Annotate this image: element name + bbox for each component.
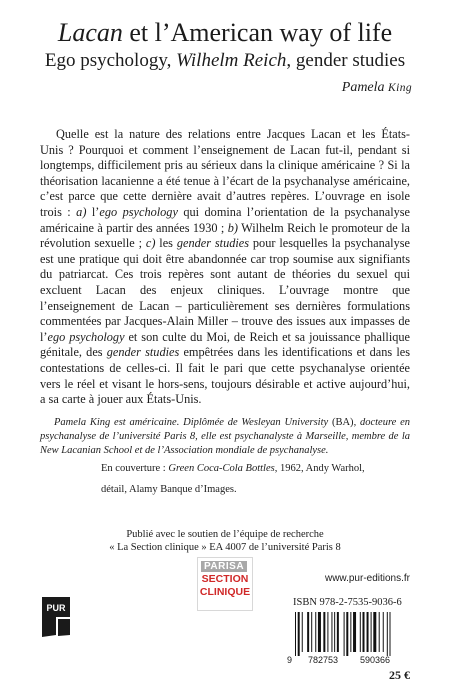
cover-work-title: Green Coca-Cola Bottles: [168, 463, 275, 474]
author-last-name: King: [388, 82, 412, 94]
barcode-bar: [387, 612, 388, 656]
logo-text: PARISA: [201, 561, 247, 572]
price: 25 €: [389, 668, 410, 682]
text-run-italic: gender studies: [176, 236, 250, 251]
bio-run-upright: (BA): [331, 417, 354, 428]
logo-text: CLINIQUE: [199, 586, 251, 598]
barcode-bar: [302, 612, 303, 652]
bio-run: Pamela King est américaine. Diplômée de Wesleyan University: [54, 417, 332, 428]
barcode-bar: [373, 612, 376, 652]
section-clinique-logo: [197, 557, 253, 611]
barcode-bar: [307, 612, 309, 652]
text-run-italic: a): [76, 204, 87, 219]
barcode-bar: [331, 612, 332, 652]
logo-text: SECTION: [201, 573, 249, 585]
cover-run: En couverture :: [101, 463, 169, 474]
barcode-bar: [318, 612, 321, 652]
text-run-italic: gender studies: [106, 345, 180, 360]
barcode-bar: [353, 612, 356, 652]
barcode-bar: [346, 612, 348, 656]
barcode-bar: [383, 612, 384, 652]
pur-logo-text: PUR: [46, 603, 66, 613]
publisher-website: www.pur-editions.fr: [324, 573, 410, 584]
text-run: Quelle est la nature des relations entre Jacques Lacan et les États-Unis ? Pourquoi et comment l’enseignement de Lacan fut-il, pendant si longtemps, difficilement pris au sérieux dans la clinique américaine ? Si la théorisation lacanienne a été tenue à l’écart de la psychanalyse américaine, c’est parce que cette dernière avait d’autres repères. L’ouvrage en isole trois :: [40, 127, 410, 219]
barcode-digits: 590366: [359, 655, 391, 664]
cover-run: détail, Alamy Banque d’Images.: [101, 484, 237, 495]
title-italic: Lacan: [57, 18, 123, 47]
bio-run: , docteure en psychanalyse de l’université Paris 8, elle est psychanalyste à Marseille, membre de la New Lacanian School et de l’Association mondiale de psychanalyse.: [40, 417, 410, 456]
barcode-bar: [315, 612, 316, 652]
summary-paragraph: [40, 127, 410, 408]
barcode-bar: [363, 612, 365, 652]
text-run: empêtrées dans les identifications et dans les contestations de celles-ci. Il fait le pari que cette psychanalyse orientée vers le réel et visant le hors-sens, toujours désirable et active aujourd’hui, a sa carte à jouer aux États-Unis.: [40, 345, 411, 407]
barcode-bar: [311, 612, 312, 652]
text-run-italic: ego psychology: [47, 329, 125, 344]
barcode-bar: [327, 612, 328, 652]
barcode-bar: [344, 612, 345, 656]
barcode-digits: 782753: [307, 655, 339, 664]
pur-logo: [40, 597, 70, 637]
author-first-name: Pamela: [341, 80, 389, 95]
subtitle-italic: Wilhelm Reich: [176, 50, 287, 71]
support-note: [0, 528, 450, 554]
barcode-bar: [334, 612, 335, 652]
barcode-bar: [337, 612, 339, 652]
subtitle-part: Ego psychology,: [44, 50, 177, 71]
support-line: Publié avec le soutien de l’équipe de recherche: [126, 529, 324, 540]
barcode-bar: [298, 612, 300, 656]
isbn: ISBN 978-2-7535-9036-6: [293, 597, 402, 608]
text-run-italic: ego psychology: [99, 204, 178, 219]
barcode-bar: [367, 612, 369, 652]
cover-run: , 1962, Andy Warhol,: [274, 463, 365, 474]
barcode-bar: [360, 612, 361, 652]
book-title: [0, 18, 450, 48]
text-run: et son culte du Moi, de Reich et sa jouissance phallique génitale, des: [40, 329, 410, 360]
text-run: pour lesquelles la psychanalyse est une pratique qui doit être abandonnée car trop soumise aux signifiants du patriarcat. Ces trois repères sont autant de théories du sexuel qui excluent Lacan des enjeux cliniques. L’ouvrage montre que l’enseignement de Lacan – particulièrement ses dernières formulations commentées par Jacques-Alain Miller – trouve des issues aux impasses de l’: [40, 236, 410, 344]
text-run-italic: b): [227, 220, 238, 235]
text-run: les: [155, 236, 177, 251]
support-line: « La Section clinique » EA 4007 de l’université Paris 8: [109, 542, 341, 553]
barcode: [285, 612, 411, 664]
author-name: [342, 80, 412, 96]
barcode-bar: [379, 612, 380, 652]
cover-credit: [101, 458, 421, 500]
author-bio: [40, 416, 410, 458]
barcode-bar: [350, 612, 351, 652]
title-rest: et l’American way of life: [122, 18, 393, 47]
text-run-italic: c): [145, 236, 156, 251]
barcode-bar: [371, 612, 372, 652]
subtitle-part: , gender studies: [286, 50, 406, 71]
text-run: l’: [86, 204, 100, 219]
text-run: Wilhelm Reich le promoteur de la révolution sexuelle ;: [40, 220, 410, 251]
text-run: qui domina l’orientation de la psychanalyse américaine à partir des années 1930 ;: [40, 204, 411, 235]
barcode-bar: [323, 612, 325, 652]
book-subtitle: [0, 49, 450, 73]
barcode-digit: 9: [287, 655, 293, 664]
barcode-bar: [390, 612, 391, 656]
barcode-bar: [295, 612, 296, 656]
